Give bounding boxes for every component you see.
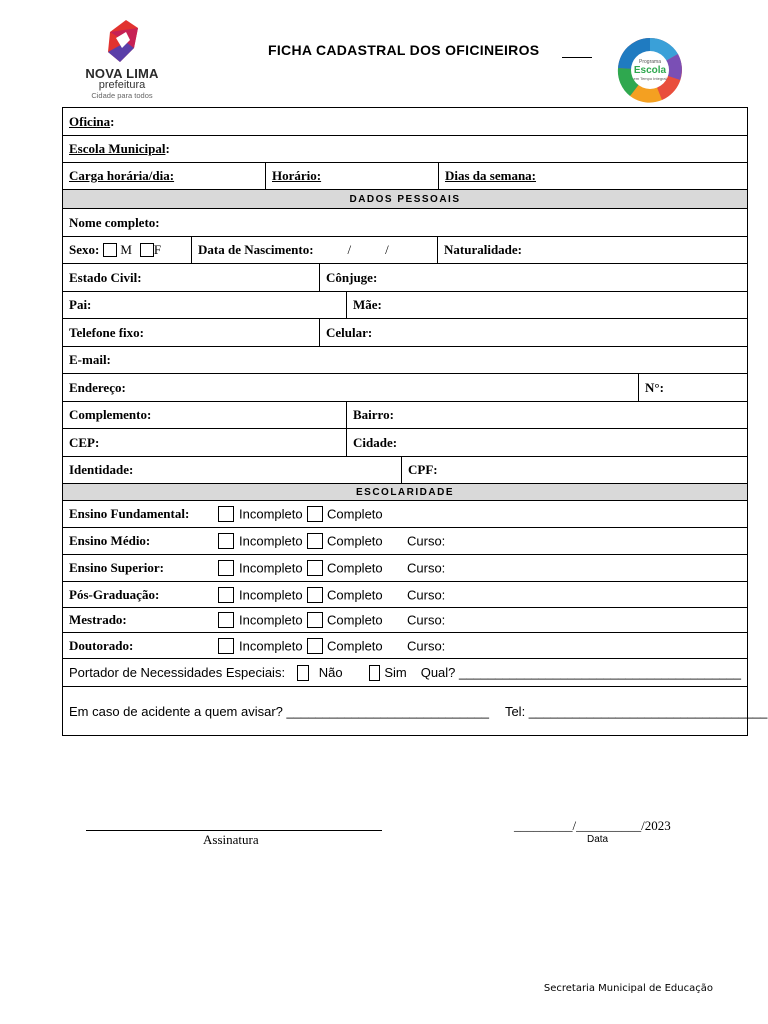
completo-label: Completo bbox=[327, 560, 383, 576]
row-identidade bbox=[63, 457, 747, 484]
naturalidade-field[interactable]: Naturalidade: bbox=[437, 237, 747, 263]
row-telefone bbox=[63, 319, 747, 347]
horario-field[interactable]: Horário: bbox=[265, 163, 438, 189]
nascimento-field[interactable] bbox=[191, 237, 437, 263]
incompleto-checkbox[interactable] bbox=[218, 612, 234, 628]
sim-label: Sim bbox=[384, 665, 407, 680]
logo-name: NOVA LIMA bbox=[85, 66, 159, 81]
curso-label[interactable]: Curso: bbox=[407, 533, 446, 549]
completo-checkbox[interactable] bbox=[307, 506, 323, 522]
edu-row-mestrado bbox=[63, 608, 747, 633]
endereco-field[interactable]: Endereço: bbox=[69, 379, 126, 395]
sexo-f-checkbox[interactable] bbox=[140, 243, 154, 257]
date-slash-1: / bbox=[347, 242, 352, 257]
acidente-field bbox=[63, 687, 768, 735]
cep-field[interactable]: CEP: bbox=[69, 434, 100, 450]
signature-label: Assinatura bbox=[203, 832, 259, 847]
row-oficina bbox=[63, 108, 747, 136]
escola-integral-emblem-icon bbox=[616, 36, 684, 104]
sexo-label: Sexo: bbox=[69, 242, 100, 257]
registration-form bbox=[62, 107, 768, 736]
telefone-field[interactable]: Telefone fixo: bbox=[69, 324, 144, 340]
incompleto-label: Incompleto bbox=[239, 560, 303, 576]
tel-label[interactable]: Tel: _________________________________ bbox=[504, 703, 768, 719]
incompleto-checkbox[interactable] bbox=[218, 638, 234, 654]
mae-field[interactable]: Mãe: bbox=[346, 292, 747, 318]
logo-line1: Programa bbox=[639, 59, 661, 65]
section-dados-pessoais: DADOS PESSOAIS bbox=[63, 190, 747, 208]
edu-row-fundamental bbox=[63, 501, 747, 528]
edu-row-superior bbox=[63, 555, 747, 582]
incompleto-label: Incompleto bbox=[239, 533, 303, 549]
page-title: FICHA CADASTRAL DOS OFICINEIROS bbox=[268, 42, 540, 58]
completo-checkbox[interactable] bbox=[307, 560, 323, 576]
title-underline bbox=[562, 57, 592, 58]
acidente-label[interactable]: Em caso de acidente a quem avisar? ____________________________ bbox=[69, 703, 489, 719]
logo-line2: Escola bbox=[633, 65, 667, 76]
curso-label[interactable]: Curso: bbox=[407, 560, 446, 576]
email-field[interactable]: E-mail: bbox=[69, 352, 111, 367]
row-carga bbox=[63, 163, 747, 190]
sexo-m-checkbox[interactable] bbox=[103, 243, 117, 257]
nome-field[interactable]: Nome completo: bbox=[69, 214, 160, 230]
row-nome bbox=[63, 209, 747, 237]
incompleto-checkbox[interactable] bbox=[218, 506, 234, 522]
dias-field[interactable]: Dias da semana: bbox=[438, 163, 747, 189]
complemento-field[interactable]: Complemento: bbox=[69, 407, 152, 422]
estado-civil-field[interactable]: Estado Civil: bbox=[69, 269, 142, 285]
row-section-escolaridade bbox=[63, 484, 747, 501]
pai-field[interactable]: Pai: bbox=[69, 297, 92, 312]
edu-row-pos bbox=[63, 582, 747, 608]
edu-row-medio bbox=[63, 528, 747, 555]
logo-tagline: Cidade para todos bbox=[91, 91, 153, 100]
row-section-pessoais bbox=[63, 190, 747, 209]
cpf-field[interactable]: CPF: bbox=[401, 457, 747, 483]
nova-lima-emblem-icon bbox=[104, 18, 142, 64]
incompleto-label: Incompleto bbox=[239, 587, 303, 602]
sexo-f-label: F bbox=[153, 242, 162, 257]
escola-label: Escola Municipal bbox=[69, 141, 166, 156]
incompleto-checkbox[interactable] bbox=[218, 587, 234, 603]
date-slash-2: / bbox=[385, 242, 389, 257]
conjuge-field[interactable]: Cônjuge: bbox=[319, 264, 747, 291]
row-cep bbox=[63, 429, 747, 457]
row-complemento bbox=[63, 402, 747, 429]
bairro-field[interactable]: Bairro: bbox=[346, 402, 747, 428]
celular-field[interactable]: Celular: bbox=[319, 319, 747, 346]
nascimento-label: Data de Nascimento: bbox=[198, 242, 314, 257]
necessidades-field bbox=[63, 659, 747, 686]
edu-level-label: Ensino Médio: bbox=[69, 533, 151, 548]
sexo-field bbox=[63, 237, 191, 263]
edu-level-label: Pós-Graduação: bbox=[69, 586, 160, 602]
incompleto-checkbox[interactable] bbox=[218, 560, 234, 576]
incompleto-label: Incompleto bbox=[239, 638, 303, 653]
row-sexo bbox=[63, 237, 747, 264]
footer-secretaria: Secretaria Municipal de Educação bbox=[543, 983, 713, 994]
escola-field[interactable]: Escola Municipal : bbox=[69, 141, 170, 156]
nova-lima-logo bbox=[82, 18, 162, 106]
completo-checkbox[interactable] bbox=[307, 533, 323, 549]
edu-level-label: Mestrado: bbox=[69, 612, 127, 627]
edu-level-label: Doutorado: bbox=[69, 637, 134, 653]
incompleto-label: Incompleto bbox=[239, 612, 303, 628]
incompleto-checkbox[interactable] bbox=[218, 533, 234, 549]
row-endereco bbox=[63, 374, 747, 402]
completo-label: Completo bbox=[327, 533, 383, 549]
oficina-field[interactable]: Oficina : bbox=[69, 113, 115, 129]
row-necessidades bbox=[63, 659, 747, 687]
sim-checkbox[interactable] bbox=[369, 665, 381, 681]
date-label: Data bbox=[587, 834, 609, 845]
section-escolaridade: ESCOLARIDADE bbox=[63, 484, 747, 500]
cidade-field[interactable]: Cidade: bbox=[346, 429, 747, 456]
row-acidente bbox=[63, 687, 768, 735]
completo-label: Completo bbox=[327, 506, 383, 522]
row-email bbox=[63, 347, 747, 374]
logo-line3: em Tempo Integral bbox=[633, 76, 667, 81]
completo-checkbox[interactable] bbox=[307, 638, 323, 654]
nao-checkbox[interactable] bbox=[297, 665, 309, 681]
row-pai bbox=[63, 292, 747, 319]
identidade-field[interactable]: Identidade: bbox=[69, 462, 134, 477]
oficina-label: Oficina bbox=[69, 113, 111, 129]
numero-field[interactable]: N°: bbox=[638, 374, 747, 401]
qual-field[interactable]: Qual? _______________________________________ bbox=[420, 665, 741, 680]
row-escola bbox=[63, 136, 747, 163]
completo-checkbox[interactable] bbox=[307, 587, 323, 603]
completo-checkbox[interactable] bbox=[307, 612, 323, 628]
signature-line[interactable] bbox=[86, 830, 382, 831]
curso-label[interactable]: Curso: bbox=[407, 612, 446, 628]
completo-label: Completo bbox=[327, 638, 383, 653]
escola-integral-logo bbox=[616, 36, 684, 104]
edu-row-doutorado bbox=[63, 633, 747, 659]
necessidades-label: Portador de Necessidades Especiais: bbox=[69, 665, 286, 680]
curso-label[interactable]: Curso: bbox=[407, 587, 446, 602]
sexo-m-label: M bbox=[120, 242, 132, 257]
logo-sub: prefeitura bbox=[98, 79, 146, 91]
curso-label[interactable]: Curso: bbox=[407, 638, 446, 653]
row-estado-civil bbox=[63, 264, 747, 292]
incompleto-label: Incompleto bbox=[239, 506, 303, 522]
completo-label: Completo bbox=[327, 587, 383, 602]
carga-field[interactable]: Carga horária/dia: bbox=[69, 168, 175, 183]
nao-label: Não bbox=[318, 665, 343, 680]
completo-label: Completo bbox=[327, 612, 383, 628]
edu-level-label: Ensino Superior: bbox=[69, 560, 164, 575]
date-line[interactable]: _________/__________/2023 bbox=[514, 818, 671, 833]
edu-level-label: Ensino Fundamental: bbox=[69, 506, 190, 521]
